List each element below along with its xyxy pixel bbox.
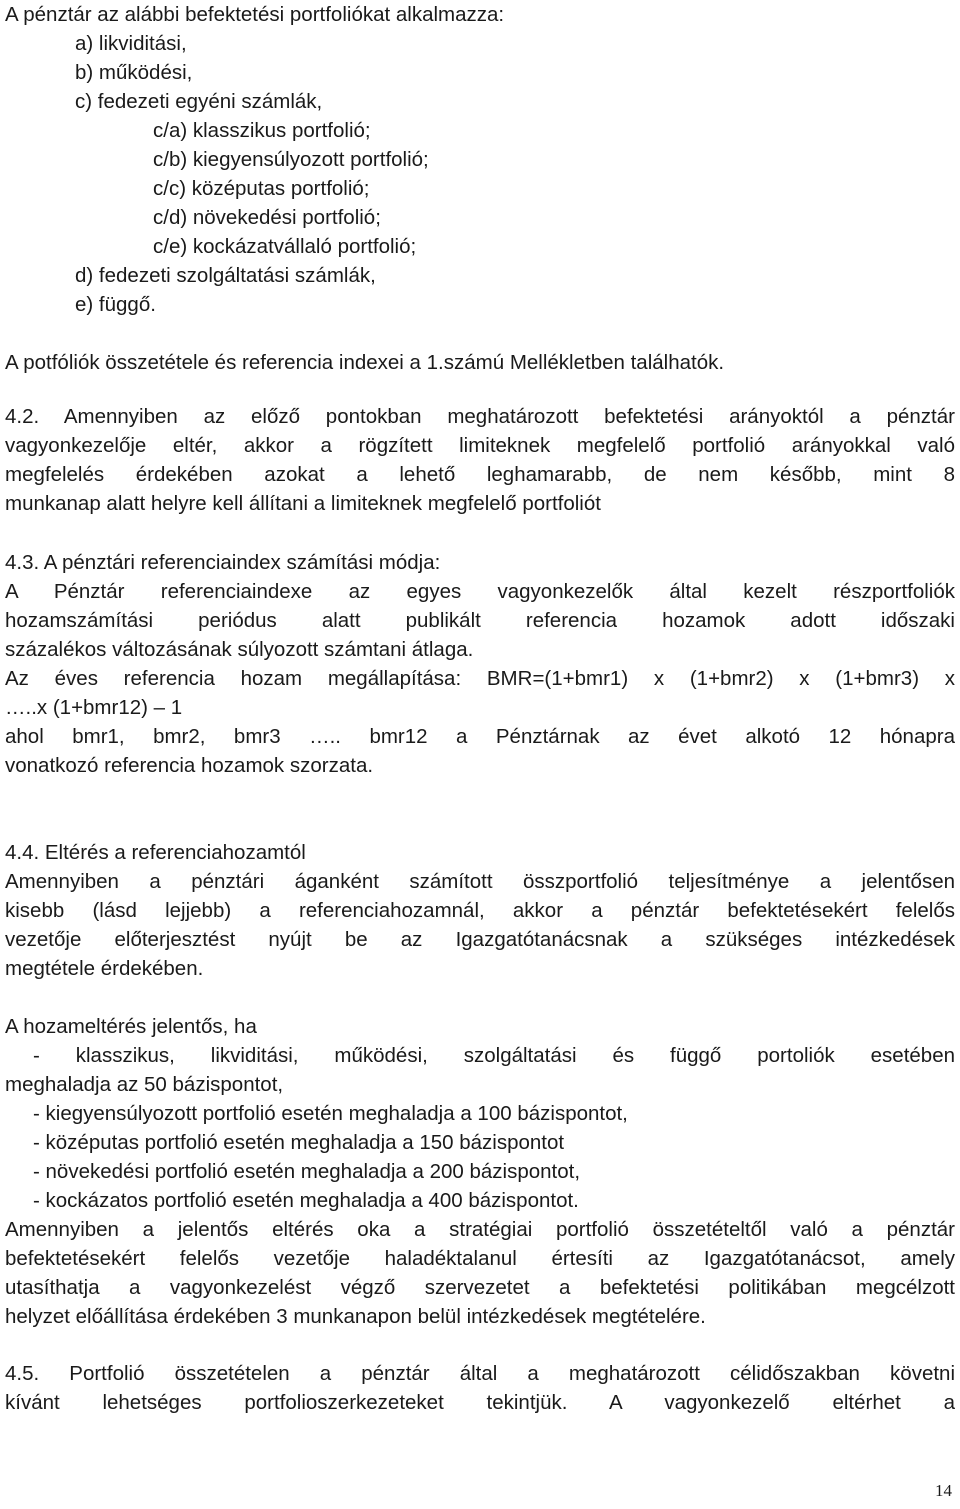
- sub-list-item: c/d) növekedési portfolió;: [153, 206, 381, 229]
- intro-line: A pénztár az alábbi befektetési portfoliókat alkalmazza:: [5, 3, 505, 26]
- section-4-5-line: kívánt lehetséges portfolioszerkezeteket tekintjük. A vagyonkezelő eltérhet a: [5, 1391, 955, 1414]
- deviation-item: - középutas portfolió esetén meghaladja a 150 bázispontot: [33, 1131, 565, 1154]
- section-4-3-heading: 4.3. A pénztári referenciaindex számítási módja:: [5, 551, 441, 574]
- section-4-4-line: vezetője előterjesztést nyújt be az Igazgatótanácsnak a szükséges intézkedések: [5, 928, 955, 951]
- section-4-2-line: vagyonkezelője eltér, akkor a rögzített limiteknek megfelelő portfolió arányokkal való: [5, 434, 955, 457]
- section-4-2-line: munkanap alatt helyre kell állítani a limiteknek megfelelő portfoliót: [5, 492, 601, 515]
- formula-line: vonatkozó referencia hozamok szorzata.: [5, 754, 374, 777]
- paragraph-line: utasíthatja a vagyonkezelést végző szervezetet a befektetési politikában megcélzott: [5, 1276, 955, 1299]
- section-4-4-line: Amennyiben a pénztári áganként számított összportfolió teljesítménye a jelentősen: [5, 870, 955, 893]
- deviation-item: meghaladja az 50 bázispontot,: [5, 1073, 284, 1096]
- list-item: c) fedezeti egyéni számlák,: [75, 90, 323, 113]
- list-item: b) működési,: [75, 61, 193, 84]
- sub-list-item: c/a) klasszikus portfolió;: [153, 119, 371, 142]
- list-item: e) függő.: [75, 293, 156, 316]
- section-4-5-line: 4.5. Portfolió összetételen a pénztár által a meghatározott célidőszakban követni: [5, 1362, 955, 1385]
- section-4-3-line: hozamszámítási periódus alatt publikált referencia hozamok adott időszaki: [5, 609, 955, 632]
- section-4-2-line: 4.2. Amennyiben az előző pontokban meghatározott befektetési arányoktól a pénztár: [5, 405, 955, 428]
- list-item: d) fedezeti szolgáltatási számlák,: [75, 264, 376, 287]
- deviation-item: - kockázatos portfolió esetén meghaladja a 400 bázispontot.: [33, 1189, 579, 1212]
- section-4-2-line: megfelelés érdekében azokat a lehető leghamarabb, de nem később, mint 8: [5, 463, 955, 486]
- deviation-item: - növekedési portfolió esetén meghaladja a 200 bázispontot,: [33, 1160, 581, 1183]
- deviation-item: - kiegyensúlyozott portfolió esetén meghaladja a 100 bázispontot,: [33, 1102, 628, 1125]
- sub-list-item: c/b) kiegyensúlyozott portfolió;: [153, 148, 429, 171]
- paragraph-line: helyzet előállítása érdekében 3 munkanapon belül intézkedések megtételére.: [5, 1305, 706, 1328]
- section-4-4-line: kisebb (lásd lejjebb) a referenciahozamnál, akkor a pénztár befektetésekért felelős: [5, 899, 955, 922]
- section-4-4-line: megtétele érdekében.: [5, 957, 204, 980]
- section-4-3-line: A Pénztár referenciaindexe az egyes vagyonkezelők által kezelt részportfoliók: [5, 580, 955, 603]
- section-4-4-heading: 4.4. Eltérés a referenciahozamtól: [5, 841, 306, 864]
- deviation-heading: A hozameltérés jelentős, ha: [5, 1015, 257, 1038]
- paragraph-line: Amennyiben a jelentős eltérés oka a stratégiai portfolió összetételtől való a pénztár: [5, 1218, 955, 1241]
- section-4-3-line: százalékos változásának súlyozott számtani átlaga.: [5, 638, 474, 661]
- deviation-item: - klasszikus, likviditási, működési, szolgáltatási és függő portoliók esetében: [33, 1044, 955, 1067]
- formula-line: ahol bmr1, bmr2, bmr3 ….. bmr12 a Pénztárnak az évet alkotó 12 hónapra: [5, 725, 955, 748]
- formula-line: …..x (1+bmr12) – 1: [5, 696, 183, 719]
- paragraph-line: A potfóliók összetétele és referencia indexei a 1.számú Mellékletben találhatók.: [5, 351, 725, 374]
- formula-line: Az éves referencia hozam megállapítása: BMR=(1+bmr1) x (1+bmr2) x (1+bmr3) x: [5, 667, 955, 690]
- list-item: a) likviditási,: [75, 32, 187, 55]
- page-number: 14: [935, 1481, 952, 1500]
- sub-list-item: c/e) kockázatvállaló portfolió;: [153, 235, 417, 258]
- sub-list-item: c/c) középutas portfolió;: [153, 177, 370, 200]
- paragraph-line: befektetésekért felelős vezetője haladéktalanul értesíti az Igazgatótanácsot, amely: [5, 1247, 955, 1270]
